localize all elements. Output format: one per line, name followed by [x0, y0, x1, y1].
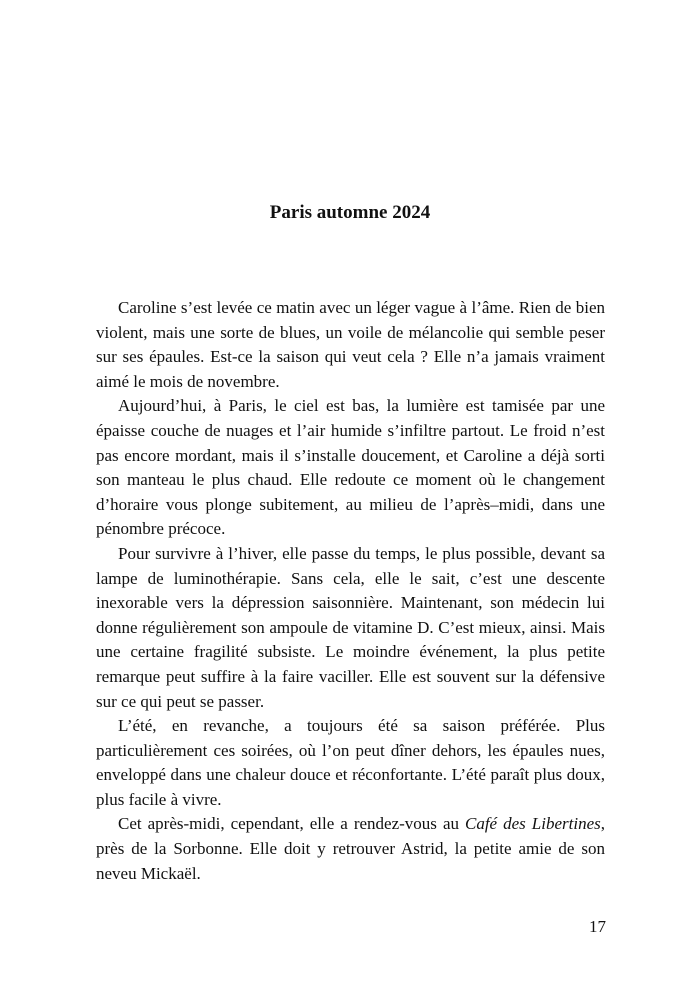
paragraph: Aujourd’hui, à Paris, le ciel est bas, la lumière est tamisée par une épaisse couche de nuages et l’air humide s’infiltre partout. Le froid n’est pas encore mordant, mais il s’installe doucement, et Caroline a déjà sorti son manteau le plus chaud. Elle redoute ce moment où le changement d’horaire vous plonge subitement, au milieu de l’après–midi, dans une pénombre précoce.	[96, 396, 605, 539]
paragraph: Pour survivre à l’hiver, elle passe du temps, le plus possible, devant sa lampe de luminothérapie. Sans cela, elle le sait, c’est une descente inexorable vers la dépression saisonnière. Maintenant, son médecin lui donne régulièrement son ampoule de vitamine D. C’est mieux, ainsi. Mais une certaine fragilité subsiste. Le moindre événement, la plus petite remarque peut suffire à la faire vaciller. Elle est souvent sur la défensive sur ce qui peut se passer.	[96, 543, 605, 711]
paragraph: L’été, en revanche, a toujours été sa saison préférée. Plus particulièrement ces soirées, où l’on peut dîner dehors, les épaules nues, enveloppé dans une chaleur douce et réconfortante. L’été paraît plus doux, plus facile à vivre.	[96, 716, 605, 809]
cafe-name: Café des Libertines	[465, 814, 601, 834]
paragraph-text: , près de la Sorbonne. Elle doit y retrouver Astrid, la petite amie de son neveu Mickaël.	[96, 814, 605, 883]
paragraph	[96, 812, 605, 886]
paragraph-text: Cet après-midi, cependant, elle a rendez-vous au	[118, 814, 465, 834]
body-text	[96, 296, 605, 886]
page-number: 17	[589, 917, 606, 936]
paragraph: Caroline s’est levée ce matin avec un léger vague à l’âme. Rien de bien violent, mais une sorte de blues, un voile de mélancolie qui semble peser sur ses épaules. Est-ce la saison qui veut cela ? Elle n’a jamais vraiment aimé le mois de novembre.	[96, 298, 605, 391]
chapter-title: Paris automne 2024	[269, 202, 431, 223]
